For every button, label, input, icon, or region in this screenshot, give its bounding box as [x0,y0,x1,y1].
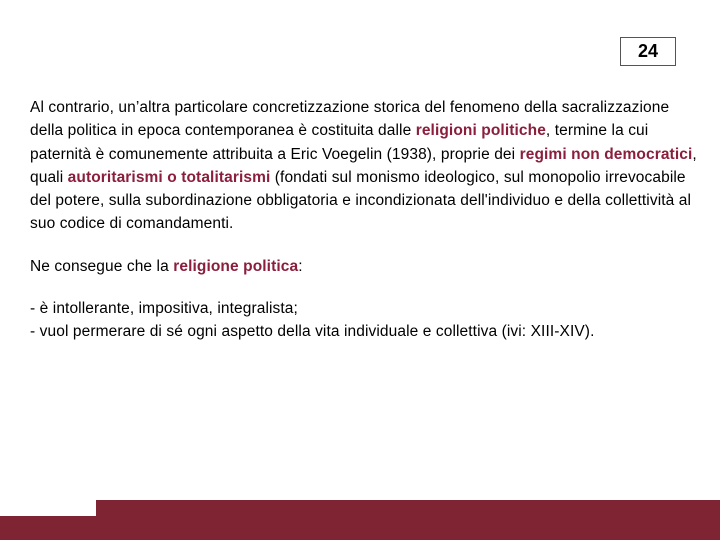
list-item: - è intollerante, impositiva, integralista; [30,300,298,318]
footer-band [0,500,720,540]
highlight-religione-politica: religione politica [173,257,299,275]
text-segment: , quali [30,145,697,186]
list-item: - vuol permerare di sé ogni aspetto della vita individuale e collettiva (ivi: XIII-XIV). [30,323,595,341]
page-number: 24 [620,37,676,66]
text-segment: Ne consegue che la [30,257,174,275]
text-segment: (fondati sul monismo ideologico, sul monopolio irrevocabile del potere, sulla subordinazione obbligatoria e incondizionata dell'individuo e della collettività al suo codice di comandamenti. [30,168,692,233]
text-segment: : [298,257,303,275]
footer-notch [0,500,96,516]
highlight-regimi-non-democratici: regimi non democratici [519,145,693,163]
text-segment: , termine la cui paternità è comunemente attribuita a Eric Voegelin (1938), proprie dei [30,122,649,163]
paragraph-consequence [30,255,705,278]
highlight-religioni-politiche: religioni politiche [415,122,546,140]
characteristics-list [30,297,705,344]
text-segment: Al contrario, un’altra particolare concretizzazione storica del fenomeno della sacralizzazione della politica in epoca contemporanea è costituita dalle [30,99,670,140]
paragraph-voegelin [30,96,705,236]
slide-body [30,96,705,344]
highlight-autoritarismi-totalitarismi: autoritarismi o totalitarismi [67,168,271,186]
